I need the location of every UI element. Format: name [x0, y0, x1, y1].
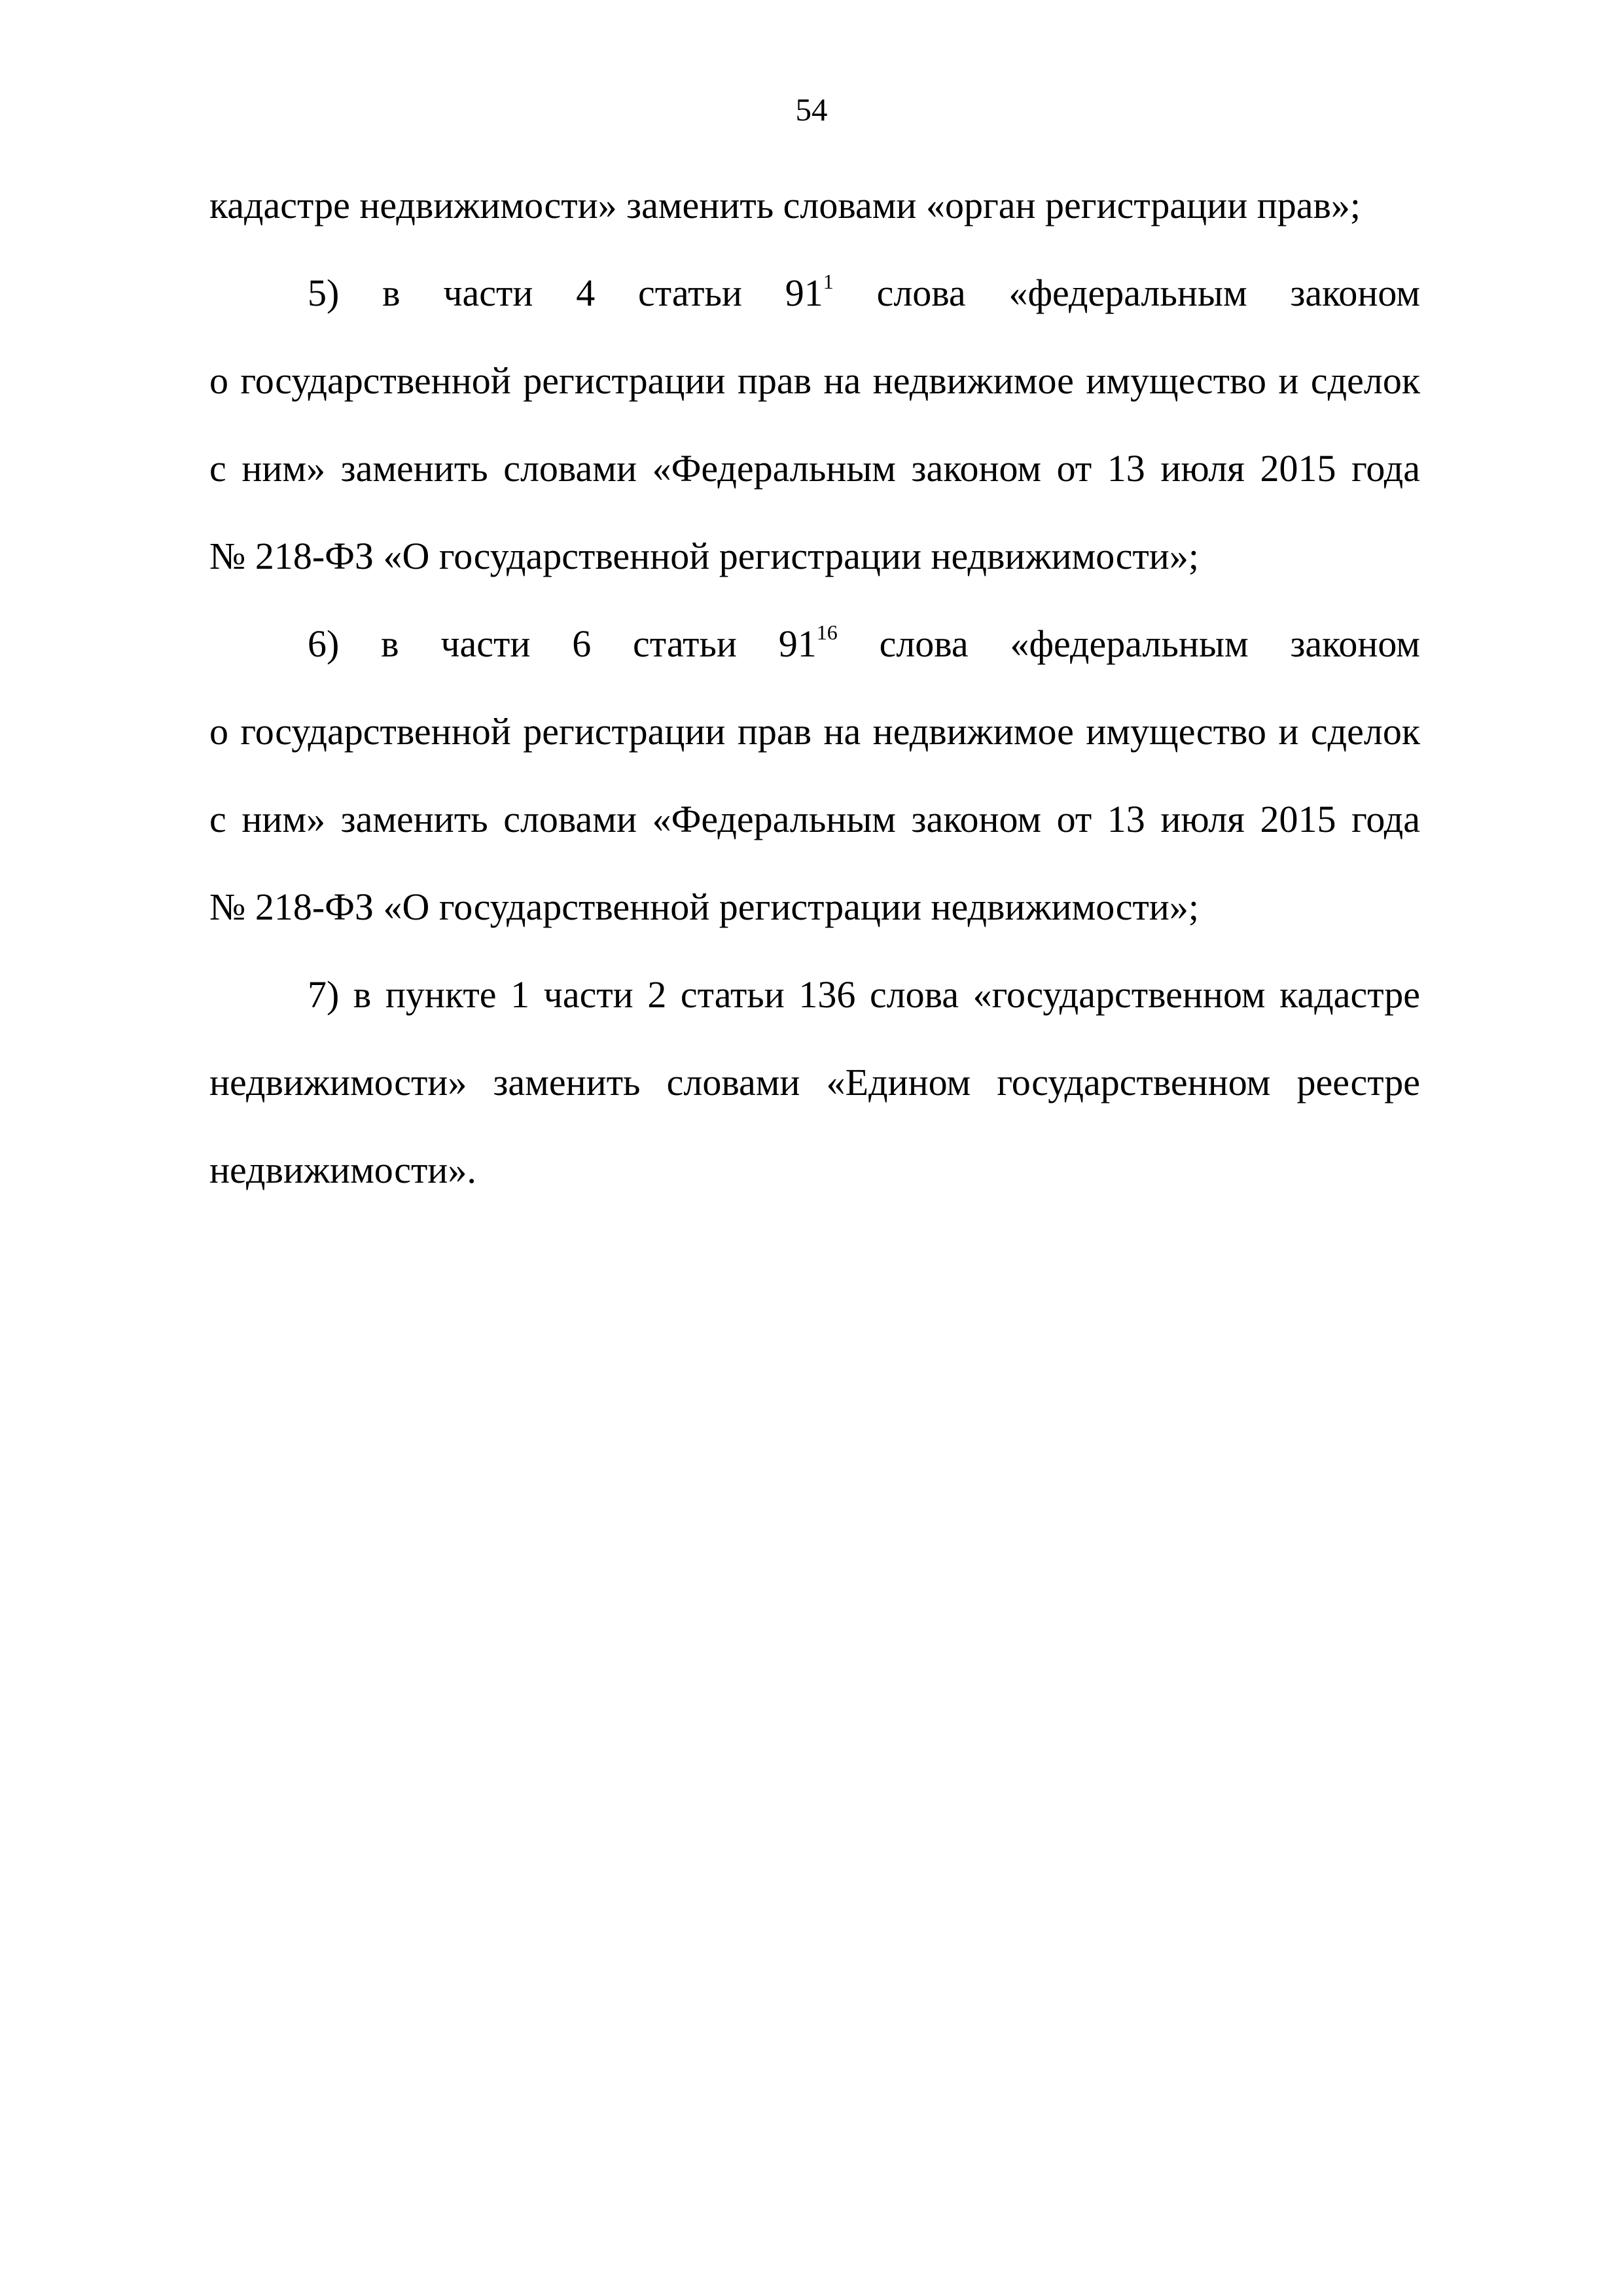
- text-line-part: слова «федеральным законом: [837, 622, 1420, 665]
- text-line: о государственной регистрации прав на недвижимое имущество и сделок: [209, 710, 1420, 753]
- text-line: № 218-ФЗ «О государственной регистрации недвижимости»;: [209, 886, 1199, 928]
- text-line-part: 6) в части 6 статьи 91: [308, 622, 817, 665]
- text-line: с ним» заменить словами «Федеральным законом от 13 июля 2015 года: [209, 798, 1420, 840]
- text-line: о государственной регистрации прав на недвижимое имущество и сделок: [209, 359, 1420, 402]
- text-line: кадастре недвижимости» заменить словами «орган регистрации прав»;: [209, 184, 1361, 226]
- text-line-part: 5) в части 4 статьи 91: [308, 272, 823, 314]
- superscript: 1: [823, 269, 834, 293]
- text-line: [308, 270, 1420, 317]
- text-line: недвижимости» заменить словами «Едином государственном реестре: [209, 1061, 1420, 1103]
- text-line: с ним» заменить словами «Федеральным законом от 13 июля 2015 года: [209, 447, 1420, 490]
- text-line: недвижимости».: [209, 1149, 476, 1191]
- text-line-part: слова «федеральным законом: [833, 272, 1420, 314]
- superscript: 16: [816, 620, 838, 644]
- text-line: 7) в пункте 1 части 2 статьи 136 слова «государственном кадастре: [308, 973, 1420, 1016]
- page-number: 54: [795, 92, 828, 128]
- text-line: № 218-ФЗ «О государственной регистрации недвижимости»;: [209, 535, 1199, 577]
- text-line: [308, 620, 1420, 668]
